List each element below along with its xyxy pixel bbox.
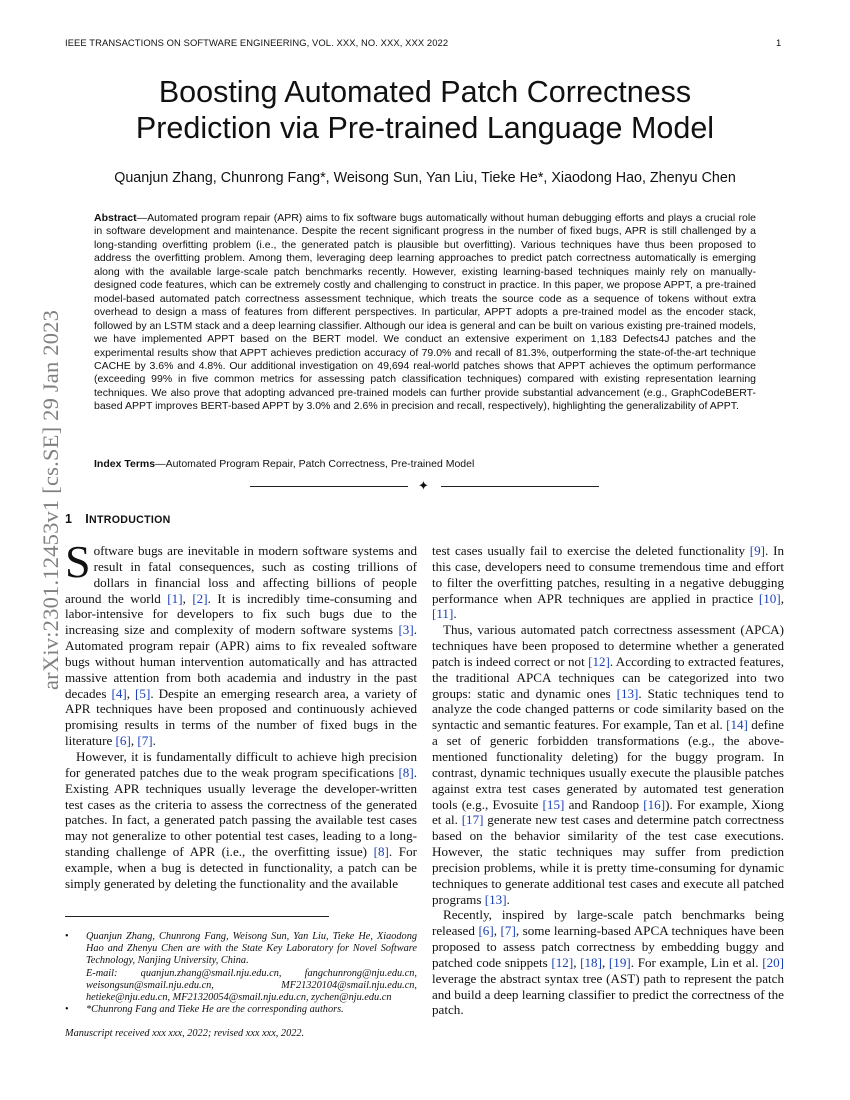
citation-link[interactable]: [2] bbox=[192, 590, 208, 606]
separator-diamond-icon: ✦ bbox=[418, 478, 429, 493]
footnote-emails: E-mail: quanjun.zhang@smail.nju.edu.cn, fangchunrong@nju.edu.cn, weisongsun@smail.nju.edu.cn, MF21320104@smail.nju.edu.cn, hetieke@nju.edu.cn, MF21320054@smail.nju.edu.cn, zychen@nju.edu.cn bbox=[86, 967, 417, 1004]
citation-link[interactable]: [8] bbox=[398, 764, 414, 780]
abstract bbox=[94, 212, 756, 414]
index-terms bbox=[94, 458, 756, 470]
citation-link[interactable]: [6] bbox=[115, 733, 131, 749]
separator-line-right bbox=[441, 486, 599, 487]
running-header: IEEE TRANSACTIONS ON SOFTWARE ENGINEERING, VOL. XXX, NO. XXX, XXX 2022 bbox=[65, 37, 449, 48]
citation-link[interactable]: [14] bbox=[726, 717, 748, 733]
page-number: 1 bbox=[776, 37, 782, 48]
bullet-icon: • bbox=[65, 1004, 69, 1016]
citation-link[interactable]: [19] bbox=[608, 954, 631, 970]
footnote-rule bbox=[65, 916, 329, 917]
index-terms-text: —Automated Program Repair, Patch Correctness, Pre-trained Model bbox=[155, 458, 475, 470]
section-heading bbox=[65, 512, 171, 526]
drop-cap: S bbox=[65, 536, 91, 587]
body-column-left bbox=[65, 536, 418, 892]
citation-link[interactable]: [16] bbox=[643, 796, 666, 812]
citation-link[interactable]: [13] bbox=[616, 685, 639, 701]
body-column-right bbox=[432, 543, 784, 1018]
abstract-text: —Automated program repair (APR) aims to fix software bugs automatically without human debugging efforts and plays a crucial role in software development and maintenance. Despite the recent significant progress in the number of fixed bugs, APR is still challenged by a long-standing overfitting problem (i.e., the generated patch is plausible but overfitting). Various techniques have thus been proposed to address the overfitting problem. Among them, leveraging deep learning approaches to predict patch correctness automatically is emerging along with the available large-scale patch benchmarks recently. However, existing learning-based techniques mainly rely on manually-designed code features, which can be extremely costly and challenging to construct in practice. In this paper, we propose APPT, a pre-trained model-based automated patch correctness assessment technique, which treats the source code as a sequence of tokens without extra overhead to design a mass of features from different perspectives. In particular, APPT adopts a pre-trained model as the encoder stack, followed by an LSTM stack and a deep learning classifier. Although our idea is general and can be built on various existing pre-trained models, we have implemented APPT based on the BERT model. We conduct an extensive experiment on 1,183 Defects4J patches and the experimental results show that APPT achieves prediction accuracy of 79.0% and recall of 81.3%, outperforming the state-of-the-art technique CACHE by 3.6% and 4.8%. Our additional investigation on 49,694 real-world patches shows that APPT achieves the optimum performance (exceeding 99% in five common metrics for assessing patch classification techniques) compared with existing representation learning techniques. We also prove that adopting advanced pre-trained models can further provide substantial advancement (e.g., GraphCodeBERT-based APPT improves BERT-based APPT by 3.0% and 2.6% in precision and recall, respectively), highlighting the generalizability of APPT. bbox=[94, 212, 756, 413]
citation-link[interactable]: [8] bbox=[373, 844, 389, 860]
title-line-2: Prediction via Pre-trained Language Model bbox=[135, 111, 715, 145]
citation-link[interactable]: [5] bbox=[135, 685, 151, 701]
citation-link[interactable]: [15] bbox=[542, 796, 565, 812]
citation-link[interactable]: [12] bbox=[551, 954, 574, 970]
citation-link[interactable]: [13] bbox=[484, 891, 507, 907]
title-line-1: Boosting Automated Patch Correctness bbox=[158, 75, 692, 109]
bullet-icon: • bbox=[65, 931, 69, 942]
paragraph: Thus, various automated patch correctness assessment (APCA) techniques have been proposed to determine whether a generated patch is indeed correct or not [12]. According to extracted features, the traditional APCA techniques can be categorized into two groups: static and dynamic ones [13]. Static techniques tend to analyze the code changed patterns or code similarity based on the syntactic and semantic features. For example, Tan et al. [14] define a set of generic forbidden transformations (e.g., the above-mentioned functionality deleting) for the buggy program. In contrast, dynamic techniques usually execute the plausible patches against extra test cases generated by automated test generation tools (e.g., Evosuite [15] and Randoop [16]). For example, Xiong et al. [17] generate new test cases and determine patch correctness based on the behavior similarity of the test case executions. However, the static techniques may suffer from prediction precision problems, while it is pretty time-consuming for dynamic techniques to generate additional test cases and execute all patched programs [13]. bbox=[432, 622, 784, 907]
abstract-label: Abstract bbox=[94, 212, 137, 224]
citation-link[interactable]: [1] bbox=[167, 590, 183, 606]
citation-link[interactable]: [3] bbox=[398, 622, 414, 638]
citation-link[interactable]: [18] bbox=[580, 954, 602, 970]
footnote-affiliation: • Quanjun Zhang, Chunrong Fang, Weisong Sun, Yan Liu, Tieke He, Xiaodong Hao and Zhenyu Chen are with the State Key Laboratory for Novel Software Technology, Nanjing University, China. E-mail: quanjun.zhang@smail.nju.edu.cn, fangchunrong@nju.edu.cn, weisongsun@smail.nju.edu.cn, MF21320104@smail.nju.edu.cn, hetieke@nju.edu.cn, MF21320054@smail.nju.edu.cn, zychen@nju.edu.cn bbox=[65, 931, 417, 1004]
paragraph: However, it is fundamentally difficult to achieve high precision for generated patches due to the weak program specifications [8]. Existing APR techniques usually leverage the developer-written test cases as the criteria to assess the correctness of the generated patches. In fact, a generated patch passing the available test cases may not generalize to other potential test cases, leading to a long-standing challenge of APR (i.e., the overfitting issue) [8]. For example, when a bug is detected in functionality, a patch can be simply generated by deleting the functionality and the available bbox=[65, 748, 417, 891]
paper-title bbox=[60, 74, 790, 146]
separator-line-left bbox=[250, 486, 408, 487]
citation-link[interactable]: [12] bbox=[588, 653, 610, 669]
author-list: Quanjun Zhang, Chunrong Fang*, Weisong Sun, Yan Liu, Tieke He*, Xiaodong Hao, Zhenyu Chen bbox=[114, 170, 736, 186]
index-terms-label: Index Terms bbox=[94, 458, 156, 470]
paragraph: Software bugs are inevitable in modern software systems and result in fatal consequences, such as costing trillions of dollars in financial loss and affecting billions of people around the world [1], [2]. It is incredibly time-consuming and labor-intensive for developers to fix such bugs due to the increasing size and complexity of modern software systems [3]. Automated program repair (APR) aims to fix revealed software bugs without human intervention automatically and has attracted massive attention from both academia and industry in the past decades [4], [5]. Despite an emerging research area, a variety of APR techniques have been proposed and continuously achieved promising results in terms of the number of fixed bugs in the literature [6], [7]. bbox=[65, 536, 418, 749]
citation-link[interactable]: [20] bbox=[762, 954, 785, 970]
citation-link[interactable]: [7] bbox=[137, 733, 153, 749]
citation-link[interactable]: [10] bbox=[758, 590, 781, 606]
section-title-initial: I bbox=[85, 512, 90, 526]
manuscript-dates: Manuscript received xxx xxx, 2022; revised xxx xxx, 2022. bbox=[65, 1028, 305, 1040]
arxiv-identifier-stamp: arXiv:2301.12453v1 [cs.SE] 29 Jan 2023 bbox=[38, 309, 63, 690]
footnote-corresponding: • *Chunrong Fang and Tieke He are the corresponding authors. bbox=[65, 1004, 344, 1016]
paragraph: test cases usually fail to exercise the deleted functionality [9]. In this case, developers need to consume tremendous time and effort to filter the overfitting patches, resulting in a negative debugging performance when APR techniques are applied in practice [10], [11]. bbox=[432, 543, 784, 622]
paragraph: Recently, inspired by large-scale patch benchmarks being released [6], [7], some learning-based APCA techniques have been proposed to assess patch correctness by embedding buggy and patched code snippets [12], [18], [19]. For example, Lin et al. [20] leverage the abstract syntax tree (AST) path to represent the patch and build a deep learning classifier to predict the correctness of the patch. bbox=[432, 907, 785, 1018]
citation-link[interactable]: [4] bbox=[111, 685, 127, 701]
citation-link[interactable]: [11] bbox=[432, 606, 454, 622]
section-title-rest: NTRODUCTION bbox=[89, 514, 171, 526]
section-number: 1 bbox=[65, 512, 73, 526]
citation-link[interactable]: [17] bbox=[461, 812, 484, 828]
citation-link[interactable]: [7] bbox=[500, 923, 516, 939]
citation-link[interactable]: [6] bbox=[478, 923, 494, 939]
citation-link[interactable]: [9] bbox=[749, 543, 766, 558]
footnotes bbox=[65, 931, 417, 1041]
